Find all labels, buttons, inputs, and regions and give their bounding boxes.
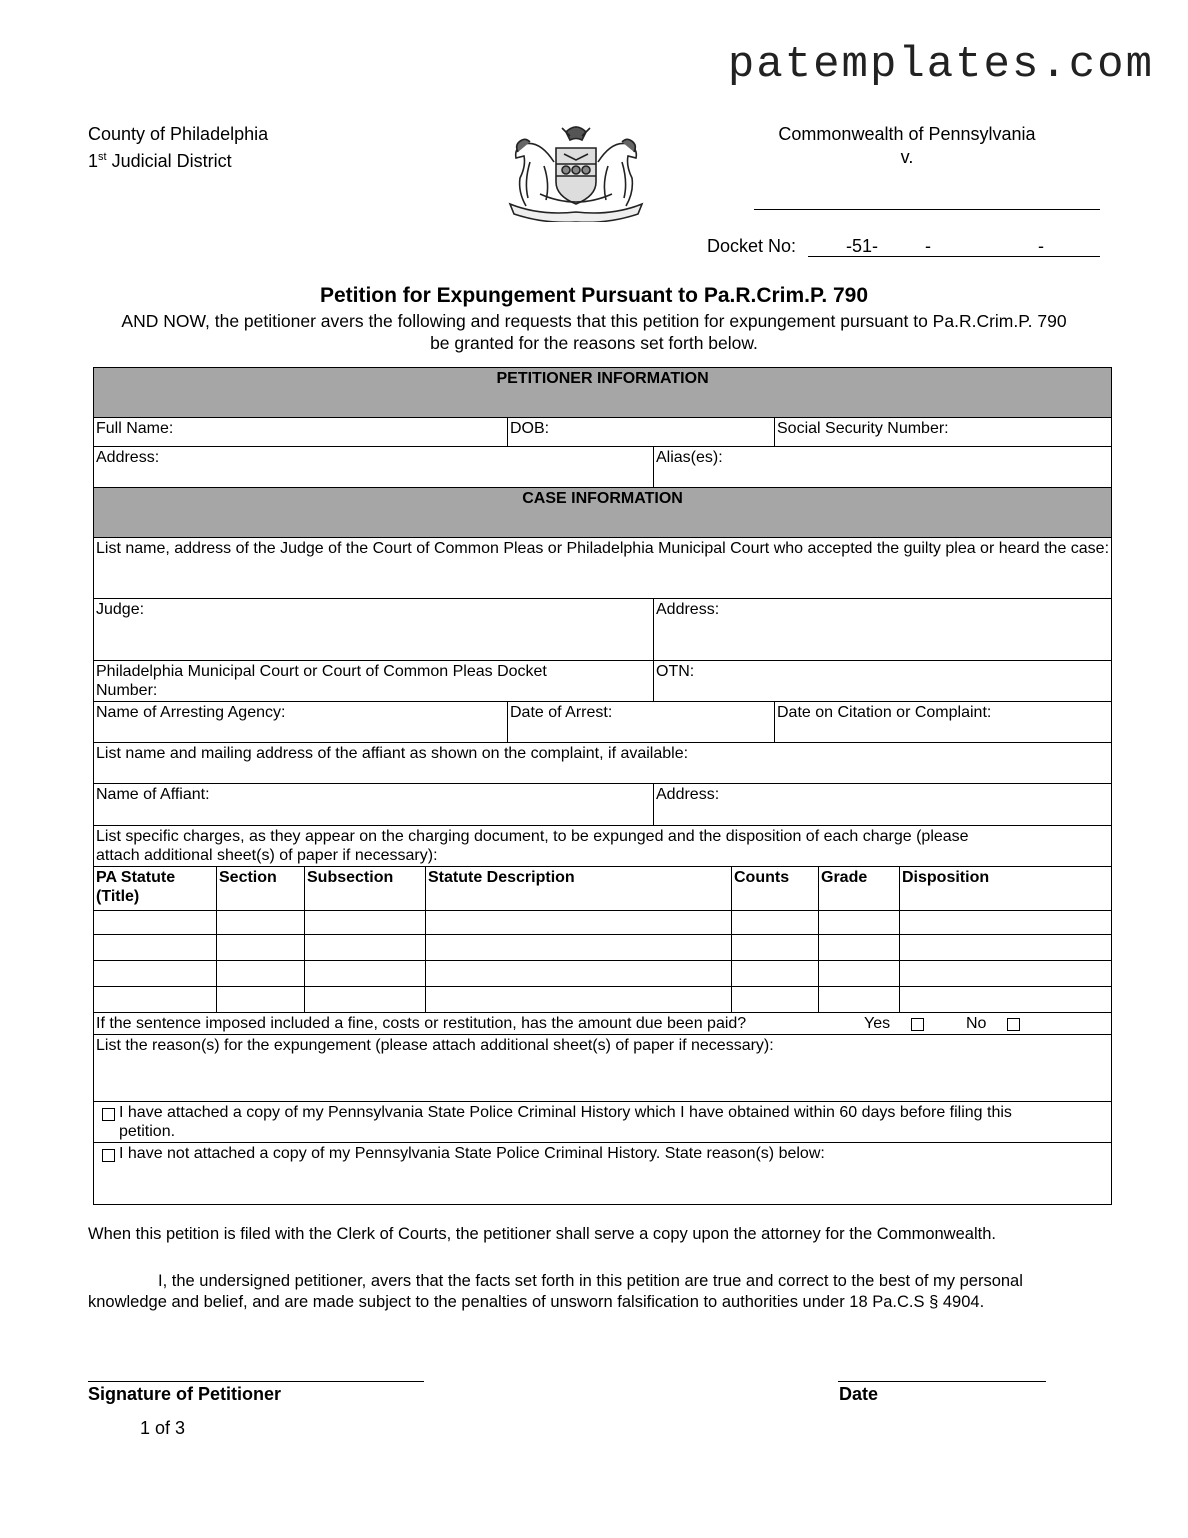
fine-paid-no-checkbox[interactable] bbox=[1007, 1018, 1020, 1031]
fine-yes-label: Yes bbox=[864, 1015, 891, 1032]
case-heading: CASE INFORMATION bbox=[94, 488, 1112, 538]
table-row[interactable] bbox=[94, 911, 1112, 935]
county-block bbox=[88, 123, 268, 173]
signature-line[interactable] bbox=[88, 1381, 424, 1382]
col-statute-description: Statute Description bbox=[426, 867, 732, 911]
alias-field[interactable]: Alias(es): bbox=[654, 447, 1112, 488]
ssn-field[interactable]: Social Security Number: bbox=[775, 418, 1112, 447]
judge-address-field[interactable]: Address: bbox=[654, 599, 1112, 661]
fine-paid-yes-checkbox[interactable] bbox=[911, 1018, 924, 1031]
arresting-agency-field[interactable]: Name of Arresting Agency: bbox=[94, 702, 508, 743]
docket-dash-1: - bbox=[925, 236, 931, 256]
petition-form-table bbox=[93, 367, 1112, 1205]
judge-field[interactable]: Judge: bbox=[94, 599, 654, 661]
fine-question: If the sentence imposed included a fine, costs or restitution, has the amount due been paid? bbox=[96, 1015, 747, 1032]
charges-header-row bbox=[94, 867, 1112, 911]
charges-instructions: List specific charges, as they appear on the charging document, to be expunged and the disposition of each charge (please attach additional sheet(s) of paper if necessary): bbox=[94, 826, 1112, 867]
col-section: Section bbox=[217, 867, 305, 911]
col-pa-statute: PA Statute (Title) bbox=[94, 867, 217, 911]
form-title: Petition for Expungement Pursuant to Pa.R.Crim.P. 790 bbox=[319, 284, 869, 307]
county-name: County of Philadelphia bbox=[88, 124, 269, 144]
address-field[interactable]: Address: bbox=[94, 447, 654, 488]
versus: v. bbox=[900, 147, 914, 167]
col-counts: Counts bbox=[732, 867, 819, 911]
docket-label: Docket No: bbox=[707, 236, 797, 256]
affiant-name-field[interactable]: Name of Affiant: bbox=[94, 784, 654, 826]
site-watermark: patemplates.com bbox=[727, 40, 1154, 90]
history-not-attached-checkbox[interactable] bbox=[102, 1149, 115, 1162]
date-on-citation-field[interactable]: Date on Citation or Complaint: bbox=[775, 702, 1112, 743]
fine-no-label: No bbox=[966, 1015, 987, 1032]
docket-dash-2: - bbox=[1038, 236, 1044, 256]
judge-instructions: List name, address of the Judge of the Court of Common Pleas or Philadelphia Municipal Court who accepted the guilty plea or heard the case: bbox=[94, 538, 1112, 599]
otn-field[interactable]: OTN: bbox=[654, 661, 1112, 702]
col-disposition: Disposition bbox=[900, 867, 1112, 911]
table-row[interactable] bbox=[94, 987, 1112, 1013]
date-of-arrest-field[interactable]: Date of Arrest: bbox=[508, 702, 775, 743]
intro-text: AND NOW, the petitioner avers the following and requests that this petition for expungement pursuant to Pa.R.Crim.P. 790 be granted for the reasons set forth below. bbox=[121, 311, 1067, 353]
docket-number-field[interactable]: Philadelphia Municipal Court or Court of Common Pleas Docket Number: bbox=[94, 661, 654, 702]
pennsylvania-seal-icon bbox=[500, 122, 652, 222]
history-not-attached-row bbox=[94, 1143, 1112, 1205]
docket-middle: -51- bbox=[846, 236, 879, 256]
page-number: 1 of 3 bbox=[140, 1418, 186, 1438]
service-text: When this petition is filed with the Clerk of Courts, the petitioner shall serve a copy upon the attorney for the Commonwealth. bbox=[88, 1225, 996, 1243]
table-row[interactable] bbox=[94, 935, 1112, 961]
full-name-field[interactable]: Full Name: bbox=[94, 418, 508, 447]
affiant-instructions: List name and mailing address of the affiant as shown on the complaint, if available: bbox=[94, 743, 1112, 784]
judicial-district: 1st Judicial District bbox=[88, 151, 232, 171]
table-row[interactable] bbox=[94, 961, 1112, 987]
col-grade: Grade bbox=[819, 867, 900, 911]
defendant-name-line[interactable] bbox=[754, 209, 1100, 210]
history-not-attached-text: I have not attached a copy of my Pennsylvania State Police Criminal History. State reason(s) below: bbox=[119, 1145, 825, 1162]
col-subsection: Subsection bbox=[305, 867, 426, 911]
commonwealth-name: Commonwealth of Pennsylvania bbox=[778, 124, 1036, 144]
date-label: Date bbox=[839, 1384, 879, 1404]
affiant-address-field[interactable]: Address: bbox=[654, 784, 1112, 826]
history-attached-text: I have attached a copy of my Pennsylvania State Police Criminal History which I have obtained within 60 days before filing this petition. bbox=[119, 1104, 1012, 1140]
date-line[interactable] bbox=[838, 1381, 1046, 1382]
history-attached-row bbox=[94, 1102, 1112, 1143]
petitioner-heading: PETITIONER INFORMATION bbox=[94, 368, 1112, 418]
commonwealth-block bbox=[748, 123, 1066, 169]
signature-label: Signature of Petitioner bbox=[88, 1384, 282, 1404]
dob-field[interactable]: DOB: bbox=[508, 418, 775, 447]
fine-question-row bbox=[94, 1013, 1112, 1035]
history-attached-checkbox[interactable] bbox=[102, 1108, 115, 1121]
averment-text: I, the undersigned petitioner, avers that the facts set forth in this petition are true and correct to the best of my personal knowledge and belief, and are made subject to the penalties of unsworn falsification to authorities under 18 Pa.C.S § 4904. bbox=[88, 1272, 1023, 1311]
reasons-field[interactable]: List the reason(s) for the expungement (please attach additional sheet(s) of paper if necessary): bbox=[94, 1035, 1112, 1102]
